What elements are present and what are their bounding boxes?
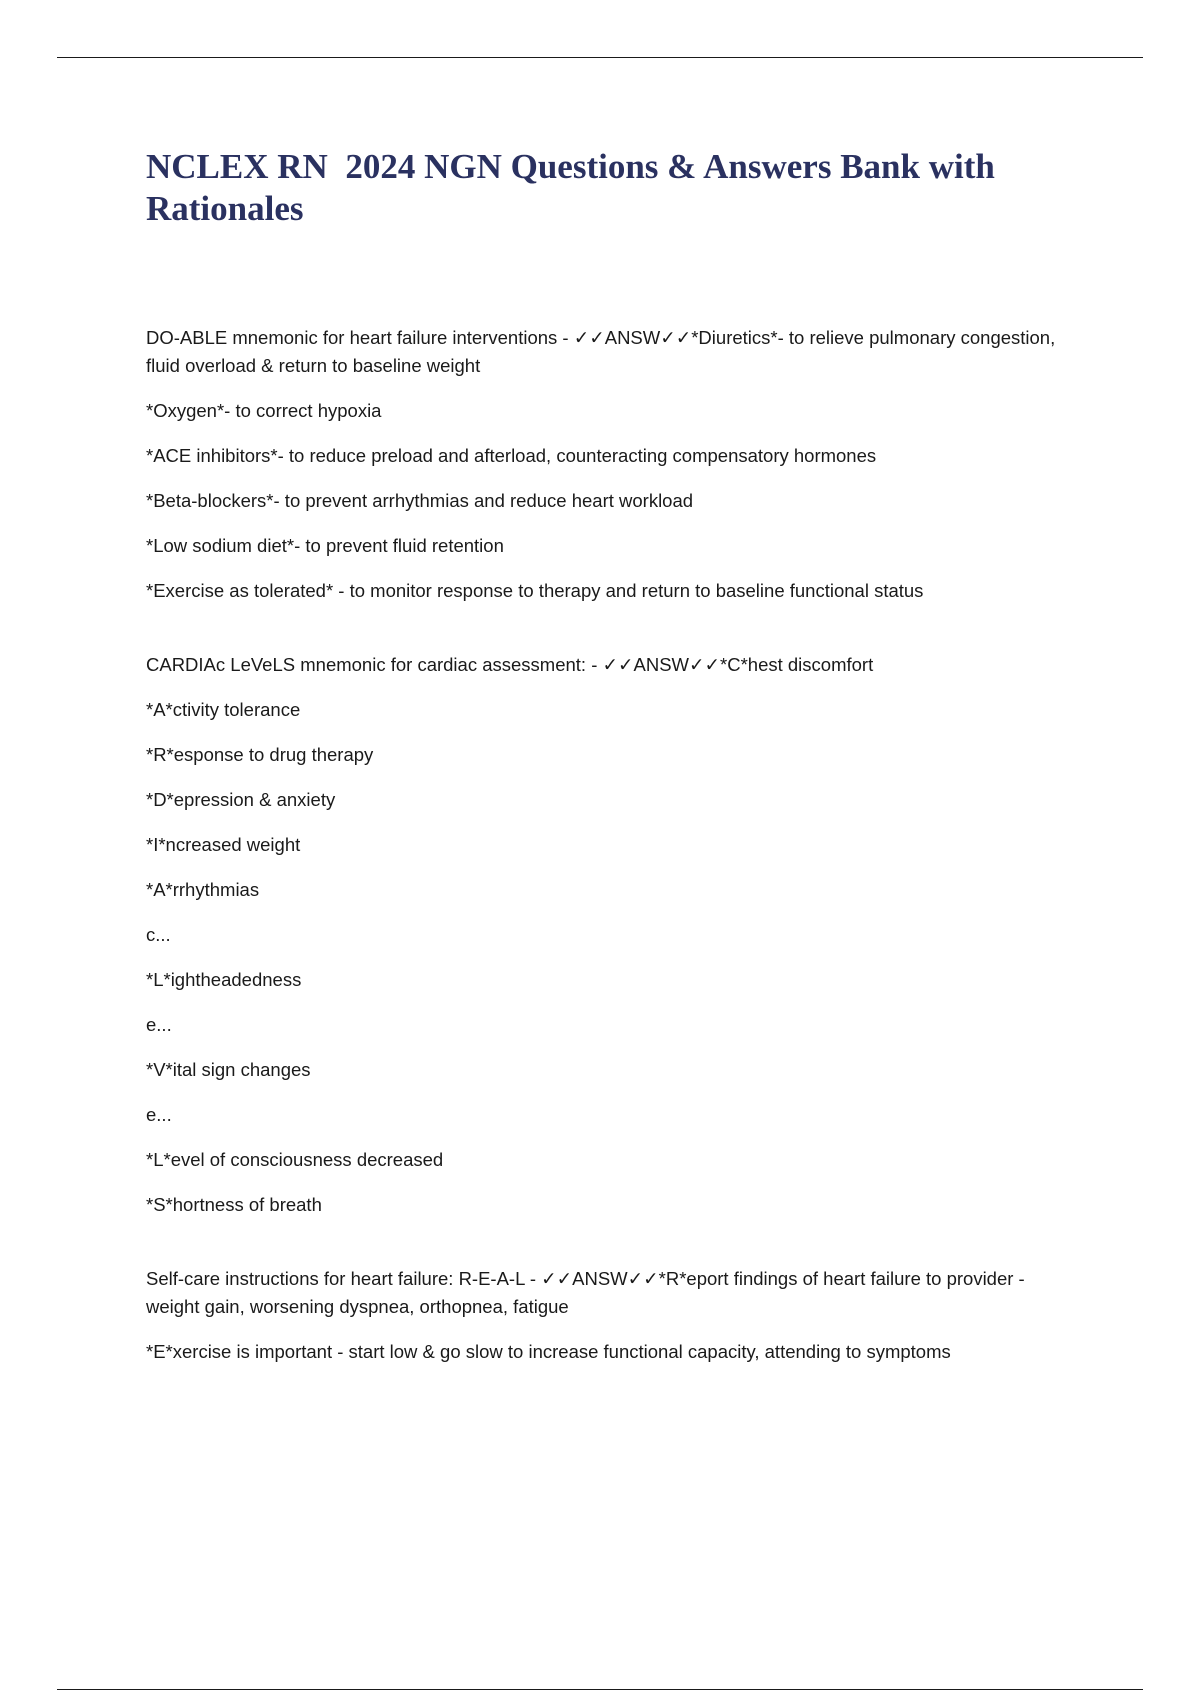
page-title: NCLEX RN 2024 NGN Questions & Answers Bank with Rationales bbox=[146, 147, 1004, 228]
answer-line: *A*ctivity tolerance bbox=[146, 699, 301, 720]
section-cardiac-levels bbox=[146, 651, 1066, 1219]
answer-line: *D*epression & anxiety bbox=[146, 789, 336, 810]
answer-line: e... bbox=[146, 1014, 172, 1035]
answer-line: *Oxygen*- to correct hypoxia bbox=[146, 400, 382, 421]
answer-line: *R*esponse to drug therapy bbox=[146, 744, 374, 765]
answer-line: *Low sodium diet*- to prevent fluid retention bbox=[146, 535, 504, 556]
section-do-able bbox=[146, 324, 1066, 605]
answer-line: *ACE inhibitors*- to reduce preload and afterload, counteracting compensatory hormones bbox=[146, 445, 877, 466]
question-line: CARDIAc LeVeLS mnemonic for cardiac assessment: - ✓✓ANSW✓✓*C*hest discomfort bbox=[146, 654, 874, 675]
answer-line: *L*evel of consciousness decreased bbox=[146, 1149, 444, 1170]
answer-line: *E*xercise is important - start low & go slow to increase functional capacity, attending to symptoms bbox=[146, 1341, 951, 1362]
answer-line: *I*ncreased weight bbox=[146, 834, 301, 855]
top-divider bbox=[57, 57, 1143, 58]
section-self-care bbox=[146, 1265, 1066, 1366]
bottom-divider bbox=[57, 1689, 1143, 1690]
answer-line: e... bbox=[146, 1104, 172, 1125]
answer-line: *Beta-blockers*- to prevent arrhythmias and reduce heart workload bbox=[146, 490, 694, 511]
document-body bbox=[146, 324, 1066, 1366]
answer-line: c... bbox=[146, 924, 171, 945]
question-line: Self-care instructions for heart failure: R-E-A-L - ✓✓ANSW✓✓*R*eport findings of heart failure to provider - weight gain, worsening dyspnea, orthopnea, fatigue bbox=[146, 1268, 1025, 1317]
answer-line: *S*hortness of breath bbox=[146, 1194, 322, 1215]
answer-line: *L*ightheadedness bbox=[146, 969, 302, 990]
answer-line: *V*ital sign changes bbox=[146, 1059, 311, 1080]
question-line: DO-ABLE mnemonic for heart failure interventions - ✓✓ANSW✓✓*Diuretics*- to relieve pulmonary congestion, fluid overload & return to baseline weight bbox=[146, 327, 1056, 376]
answer-line: *A*rrhythmias bbox=[146, 879, 260, 900]
answer-line: *Exercise as tolerated* - to monitor response to therapy and return to baseline functional status bbox=[146, 580, 924, 601]
